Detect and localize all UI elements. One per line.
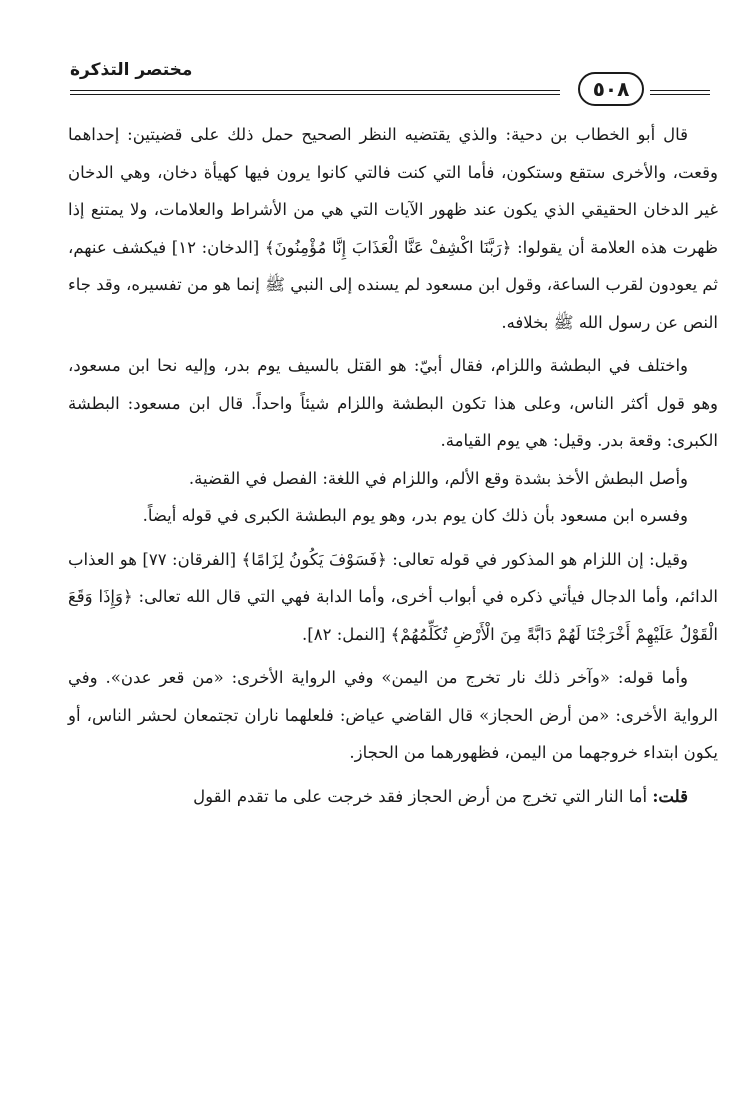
header-rule-right bbox=[650, 90, 710, 95]
paragraph: واختلف في البطشة واللزام، فقال أبيّ: هو القتل بالسيف يوم بدر، وإليه نحا ابن مسعود، وهو قول أكثر الناس، وعلى هذا تكون البطشة واللزام شيئاً واحداً. قال ابن مسعود: البطشة الكبرى: وقعة بدر. وقيل: هي يوم القيامة. bbox=[68, 356, 718, 450]
paragraph: وقيل: إن اللزام هو المذكور في قوله تعالى: ﴿فَسَوْفَ يَكُونُ لِزَامًا﴾ [الفرقان: ٧٧] هو العذاب الدائم، وأما الدجال فيأتي ذكره في أبواب أخرى، وأما الدابة فهي التي قال الله تعالى: ﴿وَإِذَا وَقَعَ الْقَوْلُ عَلَيْهِمْ أَخْرَجْنَا لَهُمْ دَابَّةً مِنَ الْأَرْضِ تُكَلِّمُهُمْ﴾ [النمل: ٨٢]. bbox=[68, 549, 718, 644]
paragraph: قال أبو الخطاب بن دحية: والذي يقتضيه النظر الصحيح حمل ذلك على قضيتين: إحداهما وقعت، والأخرى ستقع وستكون، فأما التي كنت فالتي كانوا يرون فيها كهيأة دخان، وهي الدخان غير الدخان الحقيقي الذي يكون عند ظهور الآيات التي هي من الأشراط والعلامات، ولا يمتنع إذا ظهرت هذه العلامة أن يقولوا: ﴿رَبَّنَا اكْشِفْ عَنَّا الْعَذَابَ إِنَّا مُؤْمِنُونَ﴾ [الدخان: ١٢] فيكشف عنهم، ثم يعودون لقرب الساعة، وقول ابن مسعود لم يسنده إلى النبي ﷺ إنما هو من تفسيره، وقد جاء النص عن رسول الله ﷺ بخلافه. bbox=[68, 125, 718, 332]
header-rule bbox=[70, 90, 560, 95]
last-paragraph bbox=[68, 778, 718, 816]
book-title: مختصر التذكرة bbox=[70, 60, 193, 80]
paragraph: وأصل البطش الأخذ بشدة وقع الألم، واللزام في اللغة: الفصل في القضية. bbox=[188, 468, 688, 488]
paragraph: وأما قوله: «وآخر ذلك نار تخرج من اليمن» وفي الرواية الأخرى: «من قعر عدن». وفي الرواية الأخرى: «من أرض الحجاز» قال القاضي عياض: فلعلهما ناران تجتمعان لحشر الناس، أو يكون ابتداء خروجهما من اليمن، فظهورهما من الحجاز. bbox=[68, 668, 718, 762]
page-number: ٥٠٨ bbox=[578, 72, 644, 106]
page-header bbox=[70, 58, 710, 108]
paragraph-lead: قلت: bbox=[652, 786, 688, 806]
paragraph-text: أما النار التي تخرج من أرض الحجاز فقد خرجت على ما تقدم القول bbox=[193, 786, 648, 806]
paragraph: وفسره ابن مسعود بأن ذلك كان يوم بدر، وهو يوم البطشة الكبرى في قوله أيضاً. bbox=[142, 506, 688, 525]
page-body bbox=[68, 116, 718, 815]
